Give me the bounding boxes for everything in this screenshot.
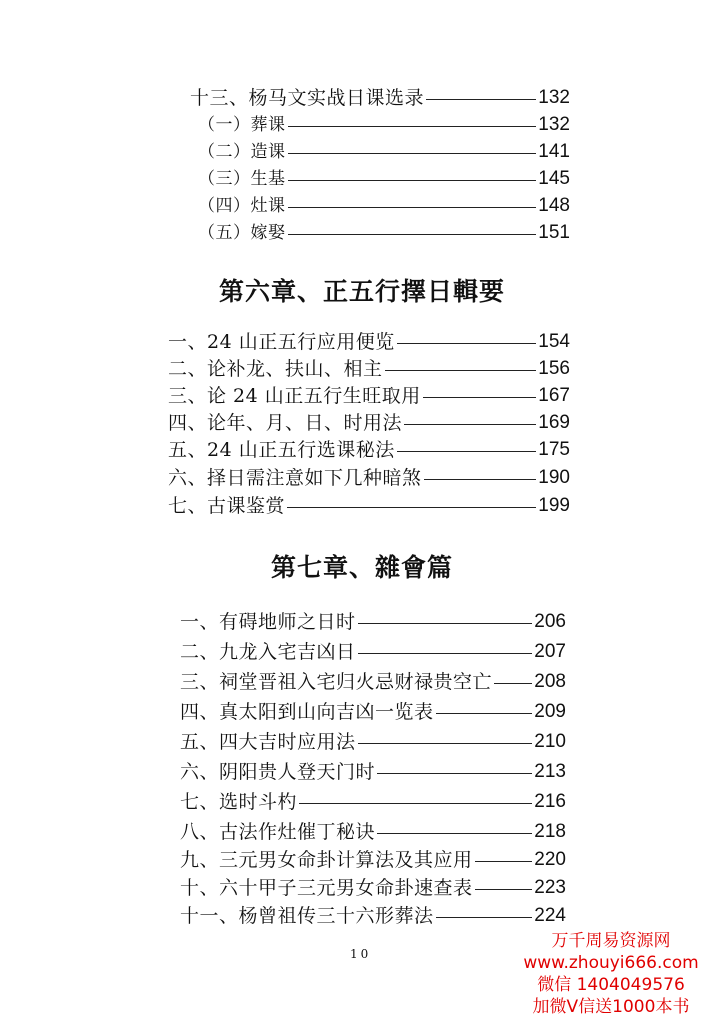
toc-entry-page: 210 <box>534 731 566 752</box>
toc-entry-page: 148 <box>538 195 570 216</box>
toc-entry-page: 220 <box>534 849 566 870</box>
chapter-heading: 第七章、雜會篇 <box>270 553 453 582</box>
toc-entry <box>180 876 566 900</box>
toc-entry <box>180 610 566 634</box>
toc-entry-page: 167 <box>538 385 570 406</box>
dot-leader <box>424 479 537 480</box>
toc-entry-page: 190 <box>538 467 570 488</box>
toc-entry <box>198 221 570 245</box>
toc-entry-label: （二）造课 <box>198 142 286 162</box>
dot-leader <box>358 623 533 624</box>
dot-leader <box>426 99 536 100</box>
toc-entry-label: 六、阴阳贵人登天门时 <box>180 761 376 783</box>
toc-entry <box>180 670 566 694</box>
toc-entry-page: 207 <box>534 641 566 662</box>
dot-leader <box>287 507 536 508</box>
toc-entry-page: 141 <box>538 141 570 162</box>
toc-entry <box>180 848 566 872</box>
toc-entry <box>168 357 570 381</box>
dot-leader <box>288 153 537 154</box>
toc-entry <box>198 167 570 191</box>
toc-entry-page: 218 <box>534 821 566 842</box>
dot-leader <box>385 370 537 371</box>
toc-entry-label: 三、祠堂晋祖入宅归火忌财禄贵空亡 <box>180 671 493 693</box>
toc-entry <box>168 330 570 354</box>
toc-entry <box>180 730 566 754</box>
dot-leader <box>423 397 537 398</box>
toc-entry-label: 六、择日需注意如下几种暗煞 <box>168 467 422 489</box>
toc-entry-label: 九、三元男女命卦计算法及其应用 <box>180 849 473 871</box>
dot-leader <box>397 343 537 344</box>
toc-entry-label: 一、24 山正五行应用便览 <box>168 331 395 353</box>
toc-entry-label: 二、九龙入宅吉凶日 <box>180 641 356 663</box>
toc-entry-label: 十三、杨马文实战日课选录 <box>190 87 425 109</box>
toc-entry-page: 145 <box>538 168 570 189</box>
dot-leader <box>475 889 533 890</box>
dot-leader <box>475 861 533 862</box>
toc-entry-page: 208 <box>534 671 566 692</box>
dot-leader <box>377 773 532 774</box>
watermark-line: 微信 1404049576 <box>537 975 685 995</box>
toc-entry-page: 132 <box>538 87 570 108</box>
toc-entry <box>180 904 566 928</box>
toc-entry-page: 169 <box>538 412 570 433</box>
toc-entry-page: 224 <box>534 905 566 926</box>
toc-entry-label: 一、有碍地师之日时 <box>180 611 356 633</box>
toc-entry-page: 154 <box>538 331 570 352</box>
toc-entry-label: （一）葬课 <box>198 115 286 135</box>
watermark-line: www.zhouyi666.com <box>523 953 699 973</box>
toc-entry-label: 四、论年、月、日、时用法 <box>168 412 403 434</box>
toc-entry-label: 七、选时斗杓 <box>180 791 298 813</box>
toc-entry-label: 八、古法作灶催丁秘诀 <box>180 821 376 843</box>
toc-entry-page: 213 <box>534 761 566 782</box>
toc-entry-page: 206 <box>534 611 566 632</box>
dot-leader <box>436 917 533 918</box>
toc-entry <box>168 438 570 462</box>
toc-entry-label: 五、四大吉时应用法 <box>180 731 356 753</box>
toc-entry-page: 209 <box>534 701 566 722</box>
toc-entry-label: （三）生基 <box>198 169 286 189</box>
toc-entry <box>198 113 570 137</box>
dot-leader <box>358 743 533 744</box>
toc-entry-page: 151 <box>538 222 570 243</box>
toc-entry <box>198 194 570 218</box>
toc-entry <box>198 140 570 164</box>
toc-entry-page: 156 <box>538 358 570 379</box>
toc-entry-label: 三、论 24 山正五行生旺取用 <box>168 385 421 407</box>
toc-entry-page: 175 <box>538 439 570 460</box>
toc-entry-label: （五）嫁娶 <box>198 223 286 243</box>
toc-entry <box>180 820 566 844</box>
toc-entry <box>180 700 566 724</box>
toc-entry-label: 十一、杨曾祖传三十六形葬法 <box>180 905 434 927</box>
chapter-heading: 第六章、正五行擇日輯要 <box>218 277 505 306</box>
toc-entry-label: 十、六十甲子三元男女命卦速查表 <box>180 877 473 899</box>
toc-entry-label: 二、论补龙、扶山、相主 <box>168 358 383 380</box>
watermark <box>506 930 716 1018</box>
dot-leader <box>397 451 537 452</box>
watermark-line: 万千周易资源网 <box>551 931 671 951</box>
watermark-line: 加微V信送1000本书 <box>532 997 690 1017</box>
page-number: 10 <box>350 947 372 961</box>
toc-entry <box>180 790 566 814</box>
toc-entry-page: 132 <box>538 114 570 135</box>
toc-entry-page: 199 <box>538 495 570 516</box>
toc-entry-label: 五、24 山正五行选课秘法 <box>168 439 395 461</box>
toc-entry <box>168 411 570 435</box>
toc-entry <box>168 466 570 490</box>
dot-leader <box>288 234 537 235</box>
dot-leader <box>377 833 532 834</box>
dot-leader <box>358 653 533 654</box>
dot-leader <box>299 803 532 804</box>
toc-entry <box>190 86 570 110</box>
toc-entry-page: 216 <box>534 791 566 812</box>
toc-entry <box>180 760 566 784</box>
toc-entry-page: 223 <box>534 877 566 898</box>
toc-entry-label: （四）灶课 <box>198 196 286 216</box>
dot-leader <box>288 180 537 181</box>
toc-entry-label: 七、古课鉴赏 <box>168 495 286 517</box>
dot-leader <box>288 126 537 127</box>
dot-leader <box>436 713 533 714</box>
toc-entry <box>168 384 570 408</box>
toc-entry <box>180 640 566 664</box>
dot-leader <box>404 424 536 425</box>
dot-leader <box>494 683 532 684</box>
dot-leader <box>288 207 537 208</box>
toc-entry <box>168 494 570 518</box>
toc-entry-label: 四、真太阳到山向吉凶一览表 <box>180 701 434 723</box>
